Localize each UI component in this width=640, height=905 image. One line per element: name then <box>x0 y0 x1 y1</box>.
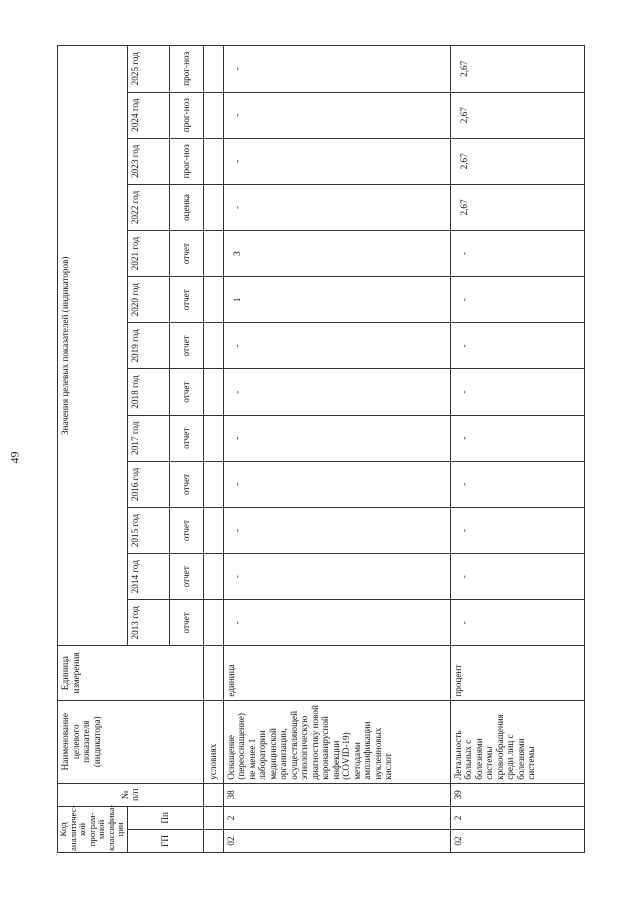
status-2014: отчет <box>169 554 203 600</box>
header-gp: ГП <box>127 829 203 852</box>
table-row <box>223 46 450 853</box>
row-value: - <box>223 184 450 230</box>
status-2016: отчет <box>169 461 203 507</box>
header-num: № п/п <box>58 783 204 806</box>
row-value: 2,67 <box>450 184 584 230</box>
row-value: - <box>450 277 584 323</box>
row-value: - <box>450 507 584 553</box>
row-value: - <box>223 415 450 461</box>
year-2019: 2019 год <box>127 323 169 369</box>
indicator-table-rotated <box>57 45 536 853</box>
row-gp: 02 <box>450 829 584 852</box>
row-value: - <box>450 231 584 277</box>
row-value: - <box>223 554 450 600</box>
row-value: - <box>223 46 450 93</box>
row-unit: процент <box>450 646 584 700</box>
indicator-table <box>57 45 585 853</box>
row-value: - <box>450 415 584 461</box>
status-2018: отчет <box>169 369 203 415</box>
row-value: - <box>450 554 584 600</box>
row-value: - <box>450 369 584 415</box>
row-value: 2,67 <box>450 92 584 138</box>
indicator-table-frame <box>57 45 536 853</box>
status-2023: прог-ноз <box>169 138 203 184</box>
year-2022: 2022 год <box>127 184 169 230</box>
row-unit: единица <box>223 646 450 700</box>
year-2015: 2015 год <box>127 507 169 553</box>
row-value: 3 <box>223 231 450 277</box>
row-num: 39 <box>450 783 584 806</box>
status-2024: прог-ноз <box>169 92 203 138</box>
row-value: - <box>223 507 450 553</box>
header-unit: Единица измерения <box>58 646 204 700</box>
year-2018: 2018 год <box>127 369 169 415</box>
status-2019: отчет <box>169 323 203 369</box>
row-value: - <box>450 461 584 507</box>
status-2020: отчет <box>169 277 203 323</box>
row-value: - <box>223 461 450 507</box>
year-2020: 2020 год <box>127 277 169 323</box>
row-gp: 02 <box>223 829 450 852</box>
table-row <box>203 46 223 853</box>
status-2022: оценка <box>169 184 203 230</box>
year-2023: 2023 год <box>127 138 169 184</box>
row-value: 1 <box>223 277 450 323</box>
status-2025: прог-ноз <box>169 46 203 93</box>
status-2015: отчет <box>169 507 203 553</box>
row-value: - <box>223 323 450 369</box>
year-2017: 2017 год <box>127 415 169 461</box>
row-value: - <box>450 600 584 646</box>
status-2017: отчет <box>169 415 203 461</box>
row-value: - <box>450 323 584 369</box>
page-number: 49 <box>7 451 22 464</box>
row-value: 2,67 <box>450 46 584 93</box>
header-kod: Код аналитичес-кой програм-мной классифика-ции <box>58 804 125 851</box>
status-2021: отчет <box>169 231 203 277</box>
row-value: - <box>223 369 450 415</box>
row-pp: 2 <box>450 806 584 829</box>
year-2014: 2014 год <box>127 554 169 600</box>
year-2024: 2024 год <box>127 92 169 138</box>
header-pp: Пп <box>127 806 203 829</box>
row-name: условиях <box>203 700 223 783</box>
status-2013: отчет <box>169 600 203 646</box>
table-row <box>450 46 584 853</box>
row-value: 2,67 <box>450 138 584 184</box>
header-values-title: Значения целевых показателей (индикаторов) <box>58 46 128 646</box>
row-pp: 2 <box>223 806 450 829</box>
row-name: Оснащение (переоснащение) не менее 1 лаборатории медицинской организации, осуществляющей этиологическую диагностику новой коронавирусной инфекции (COVID-19) методами амплификации нуклеиновых кислот <box>223 700 450 783</box>
row-name: Летальность больных с болезнями системы кровообращения среди лиц с болезнями системы <box>450 700 584 783</box>
row-value: - <box>223 92 450 138</box>
year-2021: 2021 год <box>127 231 169 277</box>
header-name: Наименование целевого показателя (индикатора) <box>58 700 204 783</box>
row-value: - <box>223 138 450 184</box>
row-value: - <box>223 600 450 646</box>
row-num: 38 <box>223 783 450 806</box>
year-2016: 2016 год <box>127 461 169 507</box>
year-2025: 2025 год <box>127 46 169 93</box>
year-2013: 2013 год <box>127 600 169 646</box>
